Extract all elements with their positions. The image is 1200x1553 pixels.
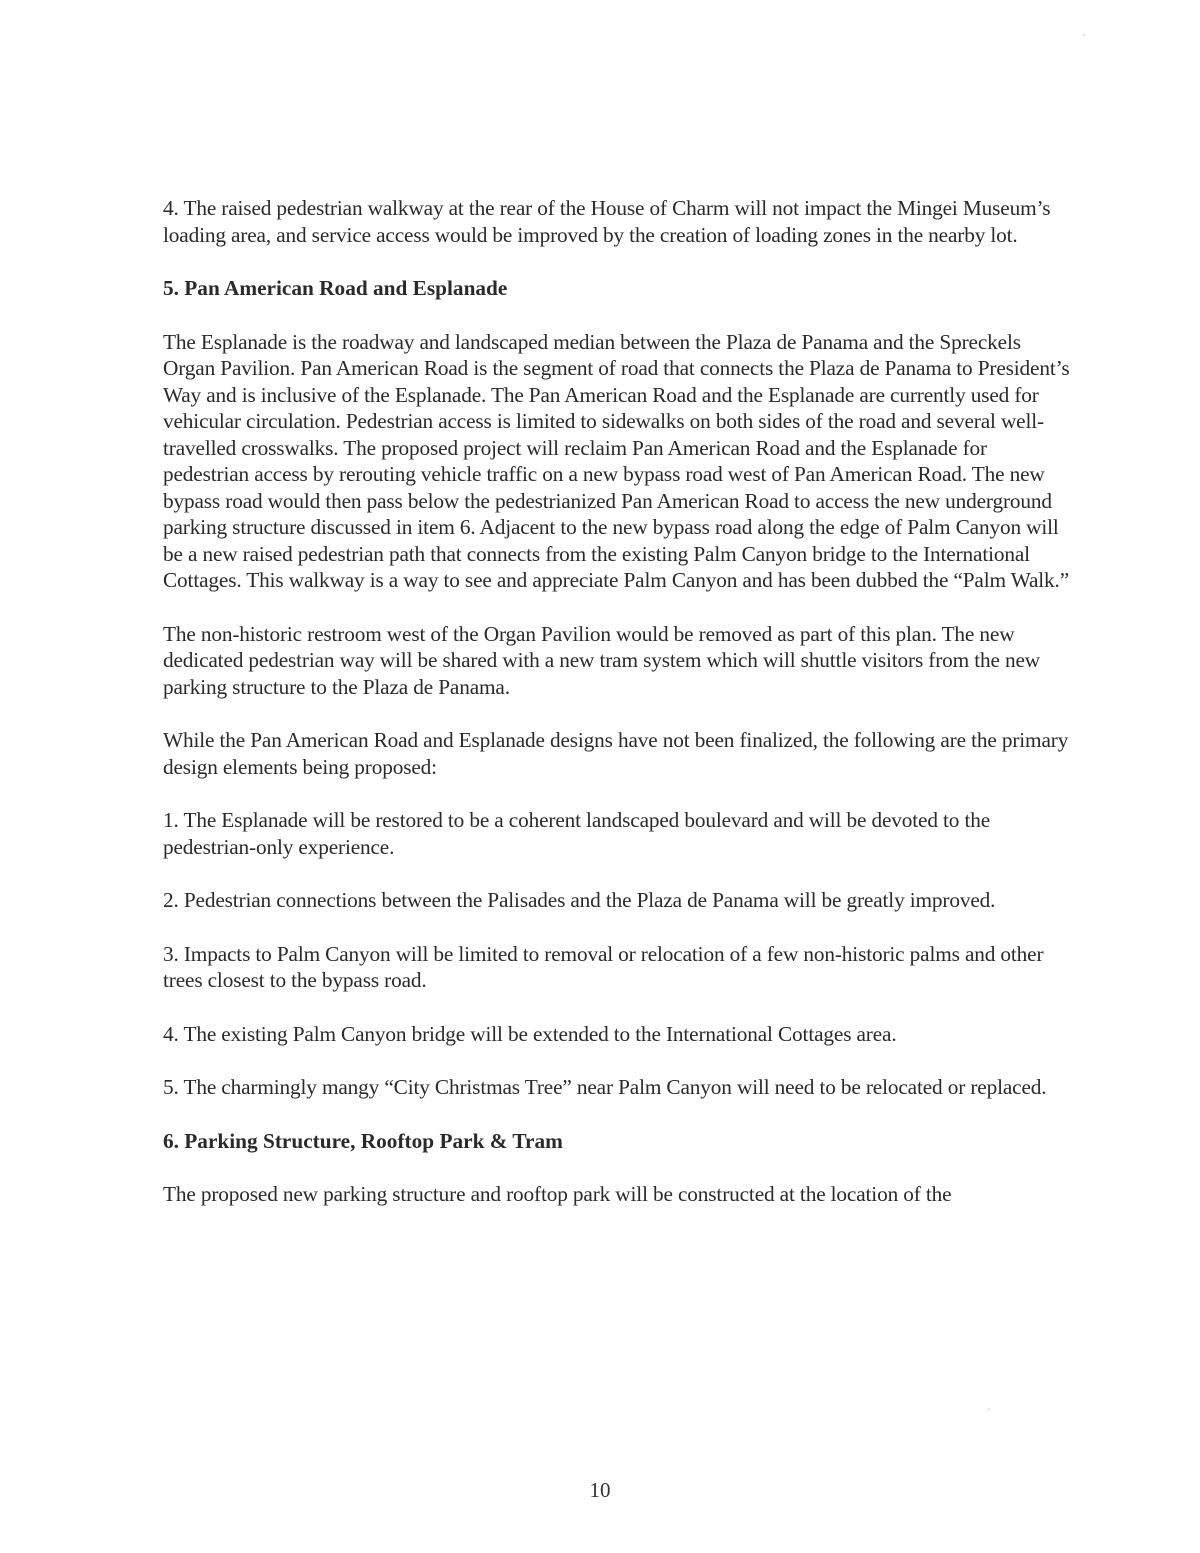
list-item-3: 3. Impacts to Palm Canyon will be limited to removal or relocation of a few non-historic palms and other trees closest to the bypass road. <box>163 941 1044 992</box>
paragraph-item-4-loading-area: 4. The raised pedestrian walkway at the rear of the House of Charm will not impact the Mingei Museum’s loading area, and service access would be improved by the creation of loading zones in the nearby lot. <box>163 196 1051 247</box>
document-page <box>163 195 1075 1235</box>
list-item-5: 5. The charmingly mangy “City Christmas Tree” near Palm Canyon will need to be relocated or replaced. <box>163 1075 1047 1099</box>
scan-speck <box>988 1408 990 1410</box>
list-item-1: 1. The Esplanade will be restored to be a coherent landscaped boulevard and will be devoted to the pedestrian-only experience. <box>163 808 991 859</box>
paragraph-esplanade-description: The Esplanade is the roadway and landscaped median between the Plaza de Panama and the Spreckels Organ Pavilion. Pan American Road is the segment of road that connects the Plaza de Panama to President’s Way and is inclusive of the Esplanade. The Pan American Road and the Esplanade are currently used for vehicular circulation. Pedestrian access is limited to sidewalks on both sides of the road and several well-travelled crosswalks. The proposed project will reclaim Pan American Road and the Esplanade for pedestrian access by rerouting vehicle traffic on a new bypass road west of Pan American Road. The new bypass road would then pass below the pedestrianized Pan American Road to access the new underground parking structure discussed in item 6. Adjacent to the new bypass road along the edge of Palm Canyon will be a new raised pedestrian path that connects from the existing Palm Canyon bridge to the International Cottages. This walkway is a way to see and appreciate Palm Canyon and has been dubbed the “Palm Walk.” <box>163 329 1070 592</box>
paragraph-parking-structure: The proposed new parking structure and rooftop park will be constructed at the location of the <box>163 1182 952 1206</box>
scan-speck <box>1083 34 1085 36</box>
section-heading-parking-structure: 6. Parking Structure, Rooftop Park & Tram <box>163 1128 563 1153</box>
list-item-2: 2. Pedestrian connections between the Palisades and the Plaza de Panama will be greatly improved. <box>163 888 996 912</box>
paragraph-design-elements-intro: While the Pan American Road and Esplanade designs have not been finalized, the following are the primary design elements being proposed: <box>163 728 1069 779</box>
paragraph-restroom-tram: The non-historic restroom west of the Organ Pavilion would be removed as part of this plan. The new dedicated pedestrian way will be shared with a new tram system which will shuttle visitors from the new parking structure to the Plaza de Panama. <box>163 621 1041 699</box>
page-number: 10 <box>589 1478 611 1502</box>
list-item-4: 4. The existing Palm Canyon bridge will be extended to the International Cottages area. <box>163 1021 897 1046</box>
section-heading-pan-american-road: 5. Pan American Road and Esplanade <box>163 276 508 300</box>
